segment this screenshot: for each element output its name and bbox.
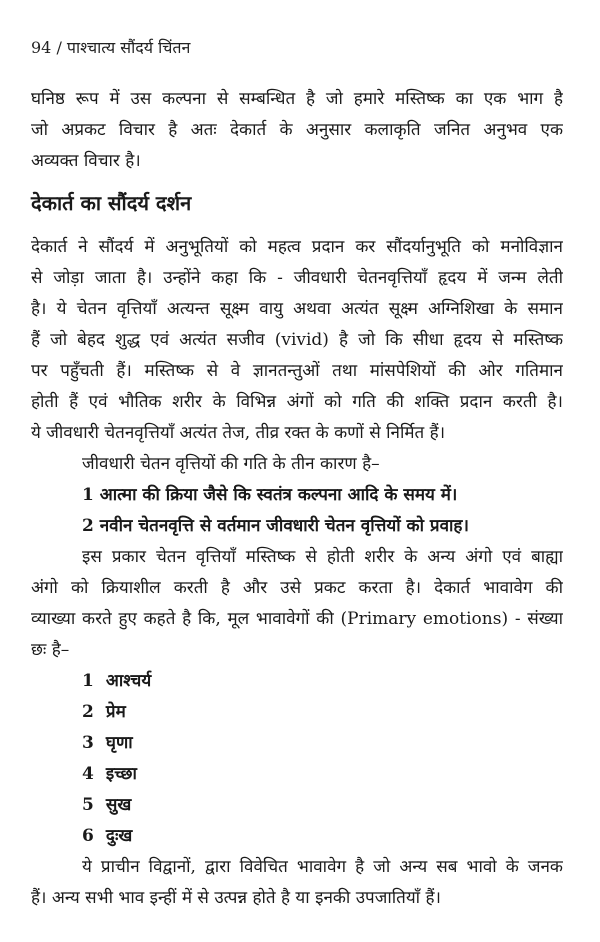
intro-line: जो अप्रकट विचार है अतः देकार्त के अनुसार कलाकृति जनित अनुभव एक — [31, 120, 563, 140]
emotion-number: 2 — [82, 702, 94, 722]
cause-item: 2 नवीन चेतनवृत्ति से वर्तमान जीवधारी चेतन वृत्तियों को प्रवाह। — [82, 516, 469, 536]
para2-line: व्याख्या करते हुए कहते है कि, मूल भावावेगों की (Primary emotions) - संख्या — [31, 609, 563, 629]
emotion-label: घृणा — [105, 733, 133, 753]
running-head: 94 / पाश्चात्य सौंदर्य चिंतन — [31, 38, 191, 57]
para2-line: छः है– — [31, 640, 70, 660]
emotion-item — [82, 762, 137, 786]
emotion-number: 1 — [82, 671, 94, 691]
para1-line: है। ये चेतन वृत्तियाँ अत्यन्त सूक्ष्म वायु अथवा अत्यंत सूक्ष्म अग्निशिखा के समान — [31, 299, 563, 319]
emotion-label: इच्छा — [105, 764, 137, 784]
emotion-number: 5 — [82, 795, 94, 815]
emotion-item — [82, 731, 133, 755]
section-heading: देकार्त का सौंदर्य दर्शन — [31, 191, 192, 215]
para1-line: ये जीवधारी चेतनवृत्तियाँ अत्यंत तेज, तीव्र रक्त के कणों से निर्मित हैं। — [31, 423, 446, 443]
causes-intro: जीवधारी चेतन वृत्तियों की गति के तीन कारण है– — [82, 454, 380, 474]
emotion-number: 3 — [82, 733, 94, 753]
para1-line: हैं जो बेहद शुद्ध एवं अत्यंत सजीव (vivid) है जो कि सीधा हृदय से मस्तिष्क — [31, 330, 563, 350]
emotion-item — [82, 669, 151, 693]
para1-line: से जोड़ा जाता है। उन्होंने कहा कि - जीवधारी चेतनवृत्तियाँ हृदय में जन्म लेती — [31, 268, 563, 288]
emotion-number: 4 — [82, 764, 94, 784]
para3-line: हैं। अन्य सभी भाव इन्हीं में से उत्पन्न होते है या इनकी उपजातियाँ हैं। — [31, 888, 441, 908]
emotion-item — [82, 824, 132, 848]
emotion-label: सुख — [105, 795, 132, 815]
emotion-item — [82, 700, 126, 724]
intro-line: घनिष्ठ रूप में उस कल्पना से सम्बन्धित है जो हमारे मस्तिष्क का एक भाग है — [31, 89, 563, 109]
emotion-label: आश्चर्य — [105, 671, 152, 691]
intro-line: अव्यक्त विचार है। — [31, 151, 141, 171]
para1-line: देकार्त ने सौंदर्य में अनुभूतियों को महत्व प्रदान कर सौंदर्यानुभूति को मनोविज्ञान — [31, 237, 563, 257]
cause-item: 1 आत्मा की क्रिया जैसे कि स्वतंत्र कल्पना आदि के समय में। — [82, 485, 458, 505]
para2-line: अंगो को क्रियाशील करती है और उसे प्रकट करता है। देकार्त भावावेग की — [31, 578, 563, 598]
emotion-item — [82, 793, 131, 817]
emotion-label: दुःख — [105, 826, 133, 846]
para1-line: पर पहुँचती हैं। मस्तिष्क से वे ज्ञानतन्तुओं तथा मांसपेशियों की ओर गतिमान — [31, 361, 563, 381]
emotion-label: प्रेम — [105, 702, 126, 722]
para3-line: ये प्राचीन विद्वानों, द्वारा विवेचित भावावेग है जो अन्य सब भावो के जनक — [82, 857, 563, 877]
para1-line: होती हैं एवं भौतिक शरीर के विभिन्न अंगों को गति की शक्ति प्रदान करती है। — [31, 392, 563, 412]
para2-line: इस प्रकार चेतन वृत्तियाँ मस्तिष्क से होती शरीर के अन्य अंगो एवं बाह्या — [82, 547, 563, 567]
emotion-number: 6 — [82, 826, 94, 846]
